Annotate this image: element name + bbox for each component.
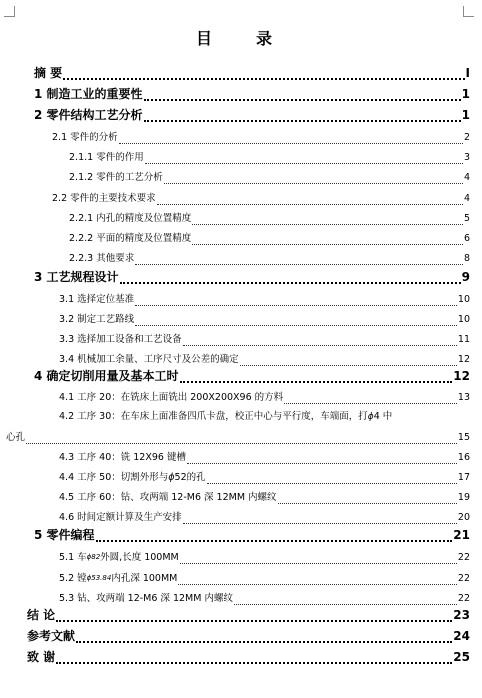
toc-leader [178,575,457,585]
toc-page-number: 20 [457,512,470,523]
toc-entry-2-1-1[interactable] [69,151,470,164]
toc-entry-text: 4.6 时间定额计算及生产安排 [59,512,182,523]
toc-entry-5-2[interactable] [59,572,470,585]
toc-entry-abstract[interactable] [34,67,470,80]
toc-leader [63,69,464,80]
toc-leader [120,273,461,284]
toc-page-number: 9 [461,270,470,284]
toc-leader [144,111,461,122]
phi-symbol: ϕ [367,412,374,422]
toc-leader [135,255,463,265]
toc-leader [207,474,457,484]
toc-entry-text-wrap: 心孔 [6,432,26,443]
toc-leader [240,356,457,366]
toc-entry-ch3[interactable] [34,271,470,284]
page-title: 目 录 [195,29,286,48]
toc-leader [135,316,457,326]
toc-entry-4-2-line1[interactable] [59,410,392,424]
toc-entry-text: 4.5 工序 60：钻、攻两端 12-M6 深 12MM 内螺纹 [59,492,277,503]
toc-page-number: 12 [457,354,470,365]
toc-page-number: 6 [463,233,470,244]
toc-page-number: 16 [457,452,470,463]
toc-entry-3-4[interactable] [59,353,470,366]
toc-entry-4-4[interactable] [59,471,470,484]
toc-page-number: 10 [457,314,470,325]
toc-entry-text: 2.1.1 零件的作用 [69,152,144,163]
toc-entry-text: 致 谢 [27,650,56,664]
toc-entry-text: 结 论 [27,608,56,622]
toc-leader [180,372,453,383]
toc-entry-text: 参考文献 [27,629,76,643]
toc-entry-text: 4.3 工序 40：铣 12X96 键槽 [59,452,186,463]
toc-entry-3-1[interactable] [59,293,470,306]
toc-entry-4-2-line2[interactable] [6,431,470,444]
toc-entry-text: 3.4 机械加工余量、工序尺寸及公差的确定 [59,354,239,365]
toc-entry-4-1[interactable] [59,391,470,404]
toc-entry-conclusion[interactable] [27,609,470,622]
toc-entry-references[interactable] [27,630,470,643]
toc-page-number: 3 [463,152,470,163]
toc-leader [96,531,453,542]
toc-page-number: 5 [463,213,470,224]
toc-leader [183,514,457,524]
toc-entry-2-2[interactable] [52,192,470,205]
toc-leader [192,215,463,225]
toc-entry-text: 4.1 工序 20：在铣床上面铣出 200X200X96 的方料 [59,392,284,403]
toc-entry-text: 2.2.3 其他要求 [69,253,135,264]
toc-entry-text: 2.2 零件的主要技术要求 [52,193,156,204]
toc-entry-2-2-1[interactable] [69,212,470,225]
toc-leader [192,235,463,245]
toc-entry-5-3[interactable] [59,592,470,605]
toc-page-number: 19 [457,492,470,503]
toc-entry-2-2-2[interactable] [69,232,470,245]
toc-leader [119,134,463,144]
toc-leader [56,611,452,622]
toc-entry-text: 5.1 车 [59,552,87,563]
toc-entry-text-cont: 4 中 [373,411,393,422]
toc-page-number: 4 [463,172,470,183]
toc-leader [157,195,463,205]
toc-entry-4-6[interactable] [59,511,470,524]
toc-leader [56,653,452,664]
toc-leader [164,174,463,184]
phi-symbol: ϕ [168,472,175,483]
phi-dimension: ϕ82 [86,553,101,561]
toc-page-number: 8 [463,253,470,264]
toc-entry-text: 3.3 选择加工设备和工艺设备 [59,334,182,345]
toc-entry-acknowledgements[interactable] [27,651,470,664]
crop-mark-top-right [463,6,474,17]
toc-page-number: 1 [461,108,470,122]
toc-entry-text-cont: 52的孔 [174,472,206,483]
toc-page-number: 22 [457,593,470,604]
toc-page-number: 22 [457,552,470,563]
toc-page-number: 15 [457,432,470,443]
toc-page-number: 10 [457,294,470,305]
toc-entry-ch1[interactable] [34,88,470,101]
toc-page-number: 1 [461,87,470,101]
toc-page-number: 21 [453,528,470,542]
toc-entry-ch5[interactable] [34,529,470,542]
phi-dimension: ϕ53.84 [86,574,112,582]
toc-entry-text: 4.4 工序 50：切割外形与 [59,472,169,483]
toc-entry-4-5[interactable] [59,491,470,504]
toc-page-number: 25 [453,650,470,664]
toc-page-number: 23 [453,608,470,622]
toc-entry-ch4[interactable] [34,370,470,383]
toc-entry-text: 4.2 工序 30：在车床上面准备四爪卡盘，校正中心与平行度，车端面，打 [59,411,368,422]
toc-entry-2-1-2[interactable] [69,171,470,184]
toc-entry-text: 2.2.2 平面的精度及位置精度 [69,233,192,244]
toc-leader [278,494,457,504]
toc-leader [183,336,457,346]
toc-entry-text: 5 零件编程 [34,528,95,542]
toc-page-number: 2 [463,132,470,143]
toc-entry-text: 3 工艺规程设计 [34,270,119,284]
toc-entry-5-1[interactable] [59,551,470,564]
toc-leader [234,595,457,605]
toc-page-number: I [465,66,470,80]
toc-entry-text: 2.1 零件的分析 [52,132,118,143]
toc-entry-3-2[interactable] [59,313,470,326]
toc-entry-3-3[interactable] [59,333,470,346]
toc-entry-ch2[interactable] [34,109,470,122]
toc-leader [187,454,457,464]
toc-leader [144,90,461,101]
toc-page-number: 22 [457,573,470,584]
toc-page-number: 11 [457,334,470,345]
toc-entry-2-1[interactable] [52,131,470,144]
toc-page-number: 4 [463,193,470,204]
toc-page-number: 17 [457,472,470,483]
toc-entry-text: 5.3 钻、攻两端 12-M6 深 12MM 内螺纹 [59,593,233,604]
toc-entry-2-2-3[interactable] [69,252,470,265]
toc-entry-text: 4 确定切削用量及基本工时 [34,369,179,383]
crop-mark-top-left [4,6,15,17]
toc-page-number: 24 [453,629,470,643]
toc-page-number: 12 [453,369,470,383]
toc-leader [26,434,457,444]
toc-leader [284,394,457,404]
toc-entry-text: 1 制造工业的重要性 [34,87,143,101]
toc-leader [76,632,452,643]
toc-leader [135,296,457,306]
toc-entry-text-cont: 内孔深 100MM [111,573,178,584]
toc-leader [180,554,457,564]
toc-entry-4-3[interactable] [59,451,470,464]
toc-entry-text: 摘 要 [34,66,63,80]
toc-entry-text: 5.2 镗 [59,573,87,584]
toc-entry-text: 3.1 选择定位基准 [59,294,135,305]
toc-entry-text: 2.1.2 零件的工艺分析 [69,172,163,183]
toc-entry-text-cont: 外圆,长度 100MM [100,552,179,563]
toc-entry-text: 2.2.1 内孔的精度及位置精度 [69,213,192,224]
toc-leader [145,154,463,164]
toc-page-number: 13 [457,392,470,403]
toc-entry-text: 3.2 制定工艺路线 [59,314,135,325]
toc-entry-text: 2 零件结构工艺分析 [34,108,143,122]
